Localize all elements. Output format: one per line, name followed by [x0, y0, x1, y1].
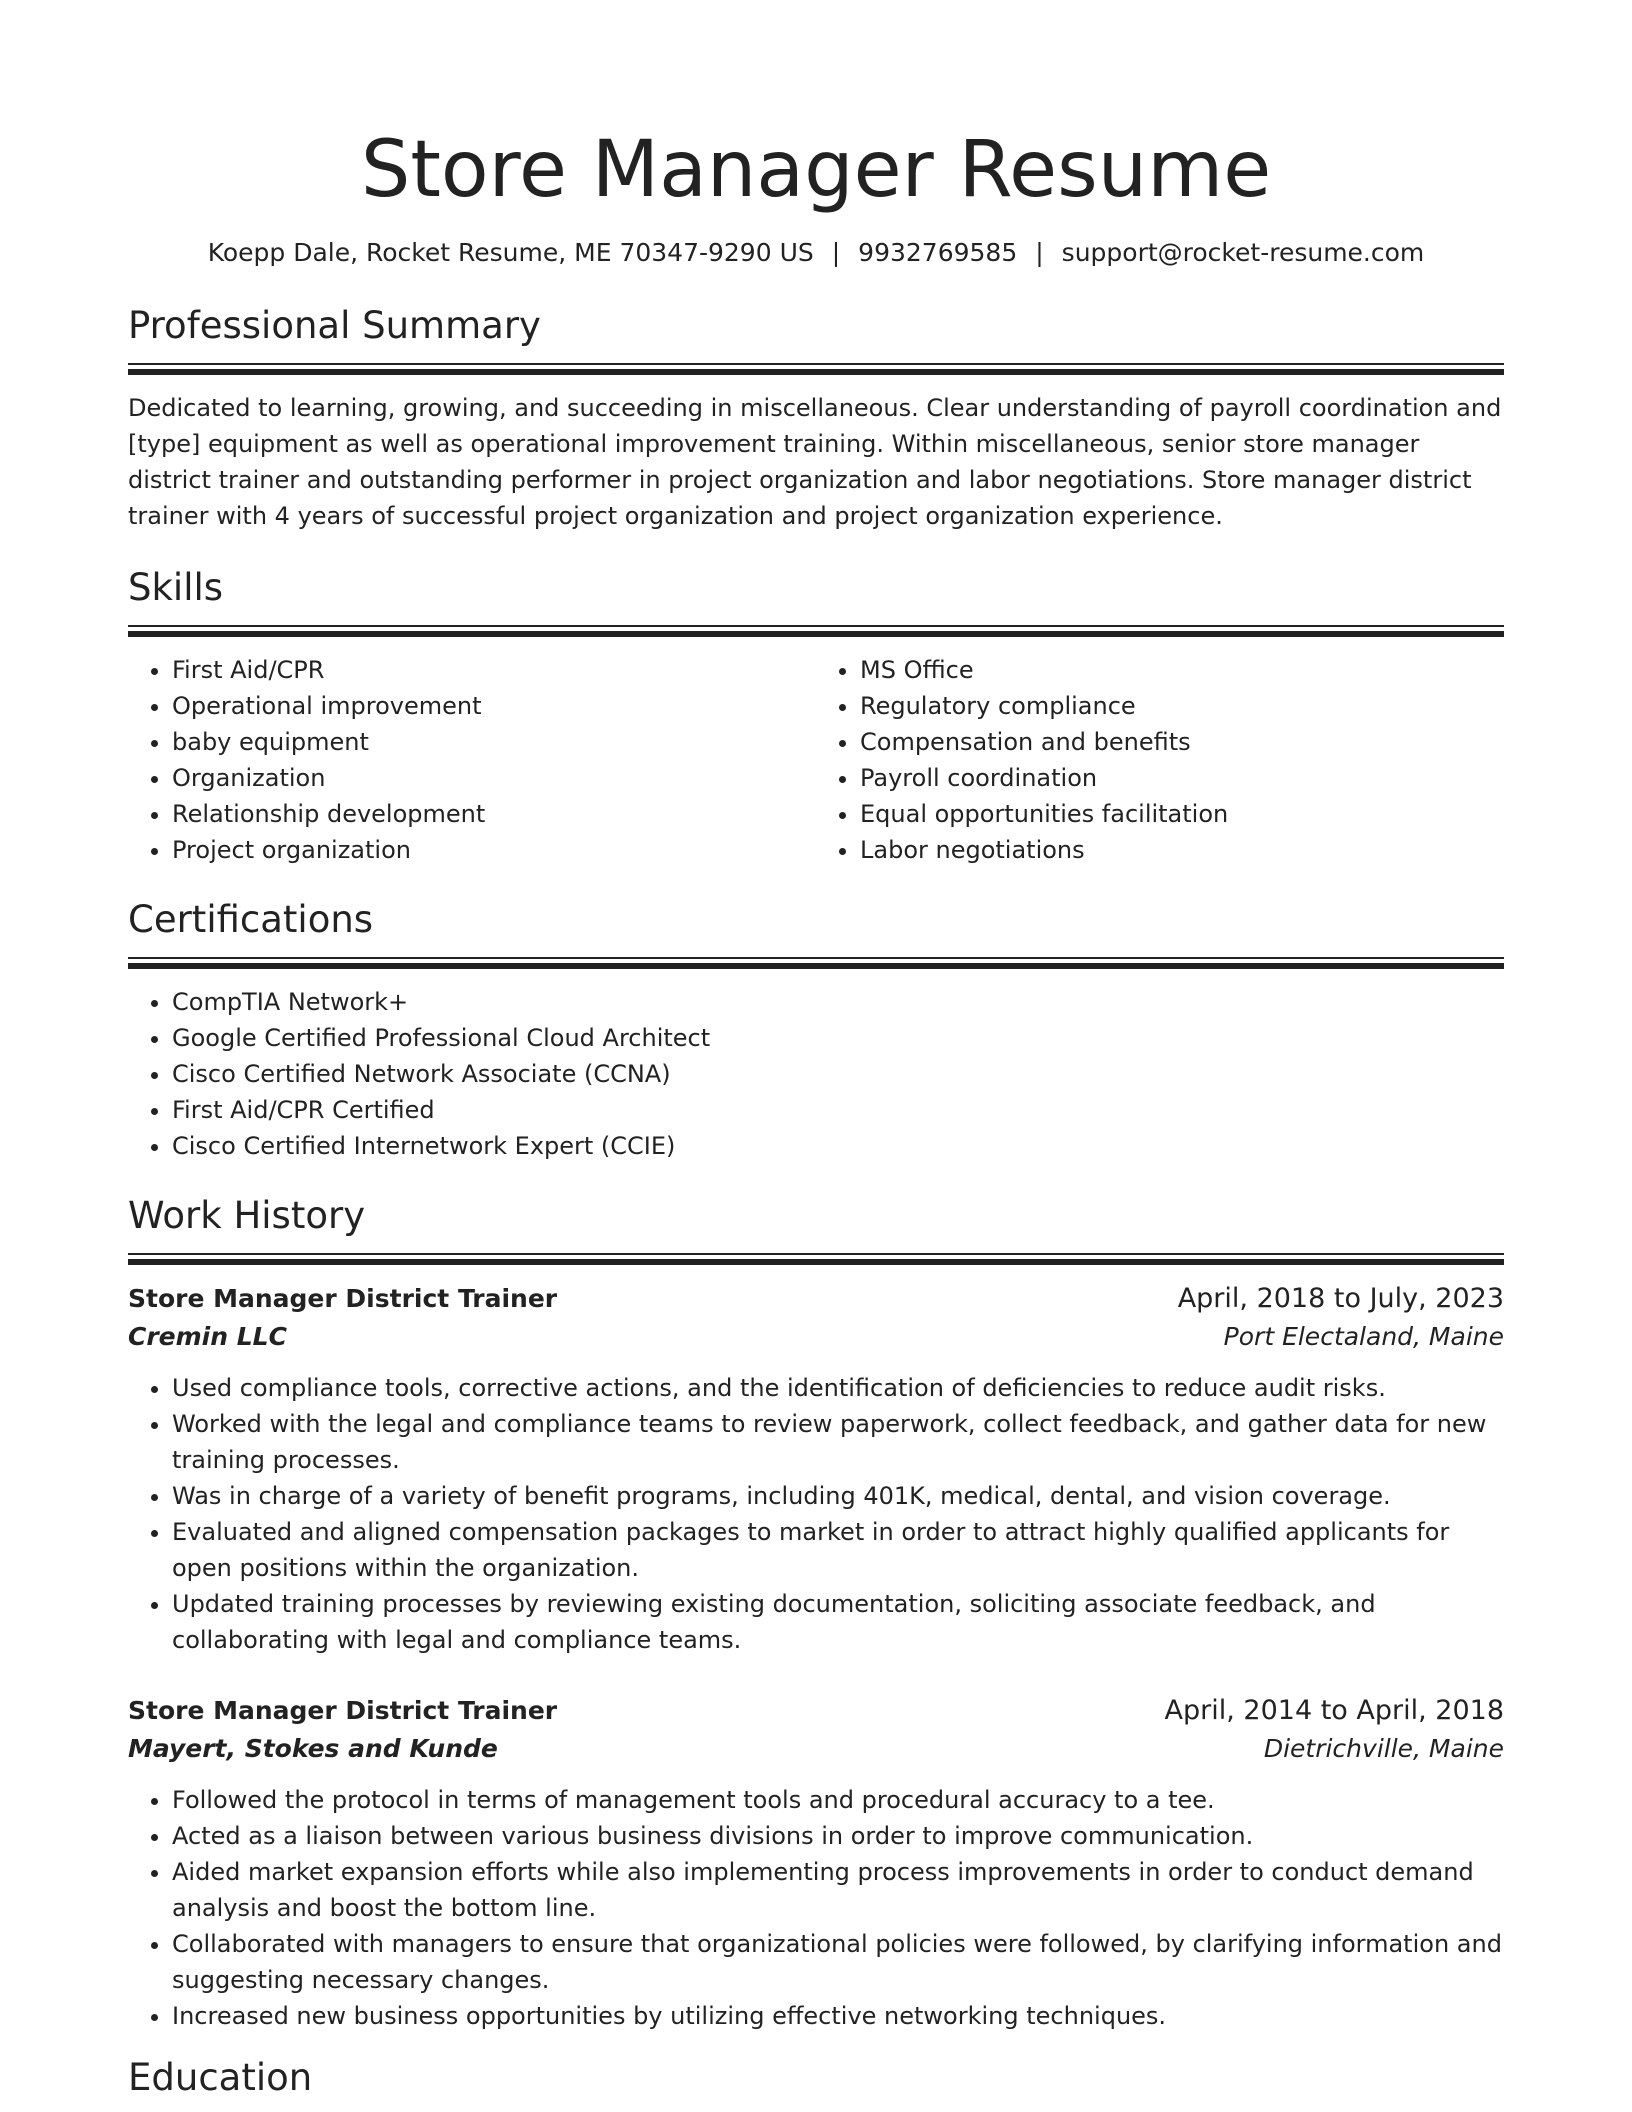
- job-header: [128, 1692, 1504, 1730]
- education-section: [128, 2054, 1504, 2102]
- section-rule: [128, 957, 1504, 969]
- section-rule: [128, 625, 1504, 637]
- work-heading: Work History: [128, 1194, 366, 1237]
- certification-item: • First Aid/CPR Certified: [172, 1092, 1504, 1128]
- job-bullet: • Worked with the legal and compliance teams to review paperwork, collect feedback, and gather data for new training processes.: [172, 1406, 1504, 1478]
- job-dates: April, 2014 to April, 2018: [1164, 1695, 1504, 1726]
- certification-item: • Google Certified Professional Cloud Architect: [172, 1020, 1504, 1056]
- job-bullet: • Was in charge of a variety of benefit programs, including 401K, medical, dental, and vision coverage.: [172, 1478, 1504, 1514]
- job-bullet: • Evaluated and aligned compensation packages to market in order to attract highly qualified applicants for open positions within the organization.: [172, 1514, 1504, 1586]
- job-bullet: • Followed the protocol in terms of management tools and procedural accuracy to a tee.: [172, 1782, 1504, 1818]
- job-bullet: • Increased new business opportunities by utilizing effective networking techniques.: [172, 1998, 1504, 2034]
- skill-item: • First Aid/CPR: [172, 652, 816, 688]
- job-bullet: • Aided market expansion efforts while also implementing process improvements in order to conduct demand analysis and boost the bottom line.: [172, 1854, 1504, 1926]
- certification-item: • Cisco Certified Network Associate (CCNA): [172, 1056, 1504, 1092]
- job-bullet-list: [128, 1782, 1504, 2034]
- job-company: Mayert, Stokes and Kunde: [128, 1734, 498, 1763]
- education-heading: Education: [128, 2056, 313, 2099]
- skill-item: • Equal opportunities facilitation: [860, 796, 1504, 832]
- job-bullet: • Updated training processes by reviewing existing documentation, soliciting associate feedback, and collaborating with legal and compliance teams.: [172, 1586, 1504, 1658]
- job-dates: April, 2018 to July, 2023: [1177, 1283, 1504, 1314]
- skills-columns: [128, 652, 1504, 868]
- job-header: [128, 1280, 1504, 1318]
- skill-item: • Labor negotiations: [860, 832, 1504, 868]
- contact-separator: |: [1035, 238, 1044, 267]
- job-bullet: • Acted as a liaison between various business divisions in order to improve communication.: [172, 1818, 1504, 1854]
- skill-item: • Organization: [172, 760, 816, 796]
- job-bullet-list: [128, 1370, 1504, 1658]
- job-entry: [128, 1692, 1504, 2034]
- resume-title: Store Manager Resume: [360, 125, 1272, 215]
- job-entry: [128, 1280, 1504, 1658]
- job-title: Store Manager District Trainer: [128, 1696, 558, 1725]
- skill-item: • MS Office: [860, 652, 1504, 688]
- skill-item: • Regulatory compliance: [860, 688, 1504, 724]
- certifications-section: [128, 896, 1504, 1164]
- skill-item: • baby equipment: [172, 724, 816, 760]
- work-section: [128, 1192, 1504, 2034]
- job-subheader: [128, 1318, 1504, 1356]
- contact-address: Koepp Dale, Rocket Resume, ME 70347-9290 US: [207, 238, 814, 267]
- skill-item: • Compensation and benefits: [860, 724, 1504, 760]
- job-bullet: • Used compliance tools, corrective actions, and the identification of deficiencies to reduce audit risks.: [172, 1370, 1504, 1406]
- resume-page: [128, 0, 1504, 2102]
- skill-item: • Project organization: [172, 832, 816, 868]
- contact-phone: 9932769585: [858, 238, 1018, 267]
- contact-separator: |: [831, 238, 841, 267]
- skills-left-list: [128, 652, 816, 868]
- job-title: Store Manager District Trainer: [128, 1284, 558, 1313]
- summary-heading: Professional Summary: [128, 304, 541, 347]
- job-location: Dietrichville, Maine: [1263, 1734, 1504, 1763]
- skill-item: • Relationship development: [172, 796, 816, 832]
- section-rule: [128, 363, 1504, 375]
- job-location: Port Electaland, Maine: [1223, 1322, 1504, 1351]
- job-company: Cremin LLC: [128, 1322, 287, 1351]
- contact-line: [128, 236, 1504, 270]
- certification-item: • CompTIA Network+: [172, 984, 1504, 1020]
- section-rule: [128, 1253, 1504, 1265]
- summary-text: Dedicated to learning, growing, and succeeding in miscellaneous. Clear understanding of payroll coordination and [type] equipment as well as operational improvement training. Within miscellaneous, senior store manager district trainer and outstanding performer in project organization and labor negotiations. Store manager district trainer with 4 years of successful project organization and project organization experience.: [128, 394, 1502, 530]
- certifications-heading: Certifications: [128, 898, 374, 941]
- job-subheader: [128, 1730, 1504, 1768]
- skills-right-list: [816, 652, 1504, 868]
- skill-item: • Operational improvement: [172, 688, 816, 724]
- certification-item: • Cisco Certified Internetwork Expert (CCIE): [172, 1128, 1504, 1164]
- skills-section: [128, 564, 1504, 868]
- summary-section: [128, 302, 1504, 534]
- certifications-list: [128, 984, 1504, 1164]
- skills-heading: Skills: [128, 566, 224, 609]
- contact-email[interactable]: support@rocket-resume.com: [1061, 238, 1425, 267]
- job-bullet: • Collaborated with managers to ensure that organizational policies were followed, by clarifying information and suggesting necessary changes.: [172, 1926, 1504, 1998]
- skill-item: • Payroll coordination: [860, 760, 1504, 796]
